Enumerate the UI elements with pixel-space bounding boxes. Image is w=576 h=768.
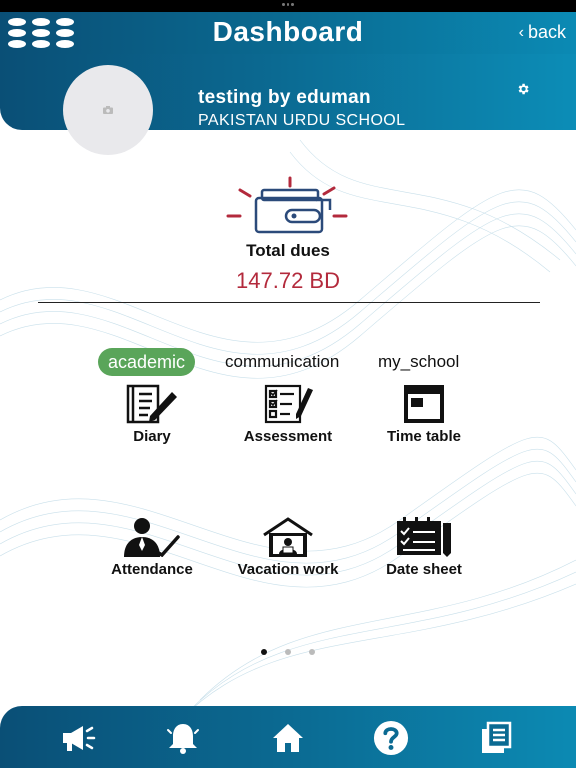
tile-vacation-work-label: Vacation work (237, 561, 339, 578)
tile-assessment[interactable] (223, 384, 353, 445)
tab-communication[interactable]: communication (225, 352, 340, 371)
avatar[interactable] (63, 65, 153, 155)
page-title: Dashboard (212, 16, 364, 47)
timetable-icon (396, 384, 452, 424)
wallet-icon (224, 176, 350, 234)
bell-icon (166, 721, 200, 755)
nav-documents[interactable] (478, 720, 514, 756)
page-dot[interactable] (261, 649, 267, 655)
bottom-nav (0, 706, 576, 768)
assessment-icon (260, 384, 316, 424)
help-icon (373, 719, 409, 757)
tab-academic[interactable]: academic (98, 348, 195, 376)
nav-home[interactable] (270, 720, 306, 756)
divider (38, 302, 540, 303)
tile-attendance[interactable] (87, 517, 217, 578)
back-button[interactable] (519, 22, 566, 43)
page-dot[interactable] (285, 649, 291, 655)
home-icon (271, 722, 305, 754)
category-tabs (0, 348, 576, 376)
back-label: back (527, 22, 566, 42)
diary-icon (124, 384, 180, 424)
tile-time-table[interactable] (359, 384, 489, 445)
date-sheet-icon (395, 517, 453, 557)
camera-icon (103, 106, 113, 114)
header-bar (0, 12, 576, 54)
tile-vacation-work[interactable] (223, 517, 353, 578)
tab-my-school[interactable]: my_school (378, 352, 460, 371)
tile-attendance-label: Attendance (111, 561, 193, 578)
attendance-icon (122, 517, 182, 557)
nav-help[interactable] (373, 720, 409, 756)
nav-notifications[interactable] (165, 720, 201, 756)
documents-icon (478, 721, 514, 755)
tile-date-sheet-label: Date sheet (386, 561, 462, 578)
tile-diary[interactable] (87, 384, 217, 445)
megaphone-icon (61, 724, 97, 752)
nav-announcements[interactable] (61, 720, 97, 756)
total-dues-label: Total dues (246, 241, 330, 260)
tile-time-table-label: Time table (387, 428, 461, 445)
vacation-work-icon (260, 517, 316, 557)
tile-assessment-label: Assessment (243, 428, 333, 445)
tile-diary-label: Diary (133, 428, 171, 445)
page-dot[interactable] (309, 649, 315, 655)
status-bar (0, 0, 576, 12)
status-dots (282, 3, 294, 6)
tile-date-sheet[interactable] (359, 517, 489, 578)
chevron-left-icon: ‹ (518, 23, 524, 41)
gear-icon[interactable] (516, 82, 530, 96)
user-name: testing by eduman (198, 87, 371, 108)
page-indicator (259, 649, 319, 655)
school-name: PAKISTAN URDU SCHOOL (198, 112, 406, 129)
total-dues-value: 147.72 BD (236, 268, 340, 293)
